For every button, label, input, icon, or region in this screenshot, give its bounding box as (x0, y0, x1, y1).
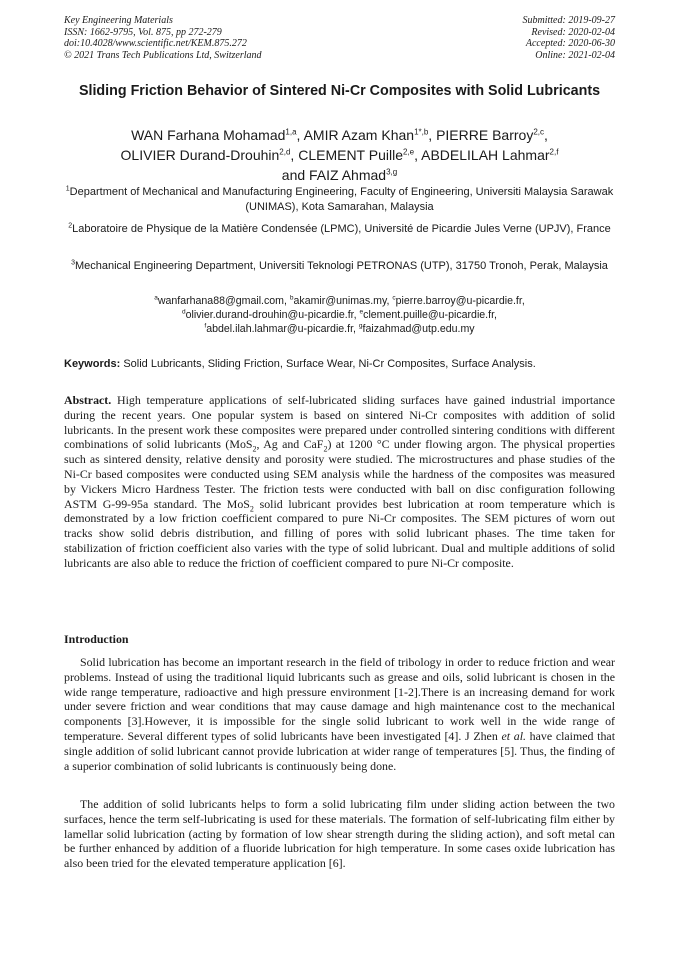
email-link[interactable]: clement.puille@u-picardie.fr (363, 309, 495, 321)
copyright-line: © 2021 Trans Tech Publications Ltd, Switzerland (64, 49, 262, 61)
issn-line: ISSN: 1662-9795, Vol. 875, pp 272-279 (64, 26, 222, 38)
author-name: OLIVIER Durand-Drouhin (120, 147, 280, 163)
email-link[interactable]: olivier.durand-drouhin@u-picardie.fr (185, 309, 354, 321)
email-list (64, 294, 615, 336)
email-mark: b (289, 294, 294, 302)
affiliation-number: 1 (65, 185, 70, 193)
paper-title: Sliding Friction Behavior of Sintered Ni-Cr Composites with Solid Lubricants (78, 83, 601, 99)
abstract-text: , Ag and CaF (256, 437, 324, 452)
publication-dates (523, 15, 616, 61)
author-list (64, 125, 615, 185)
paragraph-italic: et al. (501, 728, 526, 743)
author-name: WAN Farhana Mohamad (131, 127, 286, 143)
abstract-text: High temperature applications of self-lubricated sliding surfaces have gained industrial importance during the recent years. One popular system is based on sintered Ni-Cr composites with addition of solid lubricants. In the present work these composites were prepared under controlled sintering conditions with different combinations of solid lubricants (MoS (64, 393, 615, 452)
author-affil-mark: 1,a (285, 127, 297, 137)
introduction-paragraph-2: The addition of solid lubricants helps to form a solid lubricating film under sliding action between the two surfaces, hence the term self-lubricating is used for these materials. The formation of self-lubricating film either by lamellar solid lubrication (acting by formation of low shear strength during the sliding action), and soft metal can be further enhanced by addition of a fluoride lubrication for high temperature. In some cases oxide lubrication has also been tried for the elevated temperature application [6]. (64, 797, 615, 871)
affiliation-number: 3 (71, 259, 75, 267)
affiliation-text: Department of Mechanical and Manufacturing Engineering, Faculty of Engineering, Universiti Malaysia Sarawak (UNIMAS), Kota Samarahan, Malaysia (69, 186, 614, 213)
keywords-label: Keywords: (64, 358, 121, 370)
author-name: AMIR Azam Khan (303, 127, 415, 143)
author-affil-mark: 3,g (386, 167, 398, 177)
author-name: CLEMENT Puille (298, 147, 403, 163)
subscript: 2 (249, 503, 254, 513)
email-link[interactable]: akamir@unimas.my (293, 295, 387, 307)
paragraph-text: Solid lubrication has become an important research in the field of tribology in order to reduce friction and wear problems. Instead of using the traditional liquid lubricants such as grease and oils, solid lubricant is chosen in the wide range temperature, radioactive and high pressure environment [1-2].There is an increasing demand for work under severe friction and wear conditions that may cause damage and high maintenance cost to the mechanical components [3].However, it is impossible for the single solid lubricant to work well in the wide range of temperature. Several different types of solid lubricants have been investigated [4]. J Zhen (64, 655, 615, 743)
author-separator: and (281, 167, 310, 183)
email-link[interactable]: pierre.barroy@u-picardie.fr (395, 295, 522, 307)
abstract (64, 393, 615, 571)
author-affil-mark: 2,d (279, 147, 291, 157)
paragraph-text: have claimed that single addition of solid lubricant cannot provide lubrication at wider range of temperatures [5]. Thus, the finding of a superior combination of solid lubricants is continuously being done. (64, 728, 615, 773)
introduction-paragraph-1 (64, 655, 615, 773)
author-affil-mark: 2,f (549, 147, 559, 157)
email-mark: d (182, 308, 186, 316)
section-heading-introduction: Introduction (64, 632, 129, 646)
journal-info (64, 15, 262, 61)
author-name: PIERRE Barroy (436, 127, 534, 143)
accepted-date: Accepted: 2020-06-30 (525, 38, 615, 49)
keywords (64, 357, 624, 371)
affiliation-text: Mechanical Engineering Department, Universiti Teknologi PETRONAS (UTP), 31750 Tronoh, Perak, Malaysia (74, 260, 608, 272)
author-name: FAIZ Ahmad (309, 167, 387, 183)
author-affil-mark: 2,e (402, 147, 415, 157)
email-line: $^d$olivier.durand-drouhin@u-picardie.fr, $^e$clement.puille@u-picardie.fr, (182, 308, 497, 321)
email-link[interactable]: abdel.ilah.lahmar@u-picardie.fr (206, 323, 354, 335)
author-affil-mark: 1*,b (414, 127, 429, 137)
subscript: 2 (323, 444, 328, 454)
email-line: $^f$abdel.ilah.lahmar@u-picardie.fr, $^g$faizahmad@utp.edu.my (204, 322, 475, 335)
author-separator: , (414, 147, 422, 163)
author-name: ABDELILAH Lahmar (421, 147, 550, 163)
abstract-label: Abstract. (64, 393, 112, 407)
email-mark: g (358, 322, 363, 330)
abstract-text: ) at 1200 °C under flowing argon. The physical properties such as sintered density, relative density and porosity were studied. The microstructures and phase studies of the Ni-Cr based composites were conducted using SEM analysis while the hardness of the composites was measured by Vickers Micro Hardness Tester. The friction tests were conducted with ball on disc configuration following ASTM G-99-95a standard. The MoS (64, 437, 615, 511)
author-separator: , (428, 127, 437, 143)
doi-line[interactable]: doi:10.4028/www.scientific.net/KEM.875.272 (64, 38, 247, 49)
submitted-date: Submitted: 2019-09-27 (522, 15, 615, 26)
affiliation-number: 2 (68, 222, 73, 230)
affiliation-text: Laboratoire de Physique de la Matière Condensée (LPMC), Université de Picardie Jules Verne (UPJV), France (72, 223, 611, 235)
email-line: $^a$wanfarhana88@gmail.com, $^b$akamir@unimas.my, $^c$pierre.barroy@u-picardie.fr, (154, 294, 525, 307)
affiliation-2 (64, 222, 615, 237)
email-mark: f (204, 322, 207, 330)
email-mark: a (154, 294, 158, 302)
affiliation-3 (64, 259, 615, 274)
journal-name: Key Engineering Materials (64, 15, 173, 26)
email-link[interactable]: wanfarhana88@gmail.com (157, 295, 285, 307)
affiliation-1 (64, 185, 615, 215)
author-separator: , (290, 147, 299, 163)
author-separator: , (544, 127, 548, 143)
email-mark: e (359, 308, 364, 316)
author-separator: , (296, 127, 304, 143)
abstract-text: solid lubricant provides best lubrication at room temperature which is demonstrated by a low friction coefficient compared to pure Ni-Cr composites. The SEM pictures of worn out tracks show solid debris distribution, and filling of pores with solid lubricant phases. The time taken for stabilization of friction coefficient also varies with the type of solid lubricant. Dual and multiple additions of solid lubricants are also able to reduce the friction of coefficient compared to pure Ni-Cr composite. (64, 496, 615, 570)
email-mark: c (392, 294, 396, 302)
revised-date: Revised: 2020-02-04 (531, 26, 615, 38)
author-affil-mark: 2,c (533, 127, 544, 137)
online-date: Online: 2021-02-04 (535, 49, 615, 61)
subscript: 2 (252, 444, 257, 454)
keywords-text: Solid Lubricants, Sliding Friction, Surface Wear, Ni-Cr Composites, Surface Analysis. (123, 358, 536, 370)
email-link[interactable]: faizahmad@utp.edu.my (362, 323, 475, 335)
